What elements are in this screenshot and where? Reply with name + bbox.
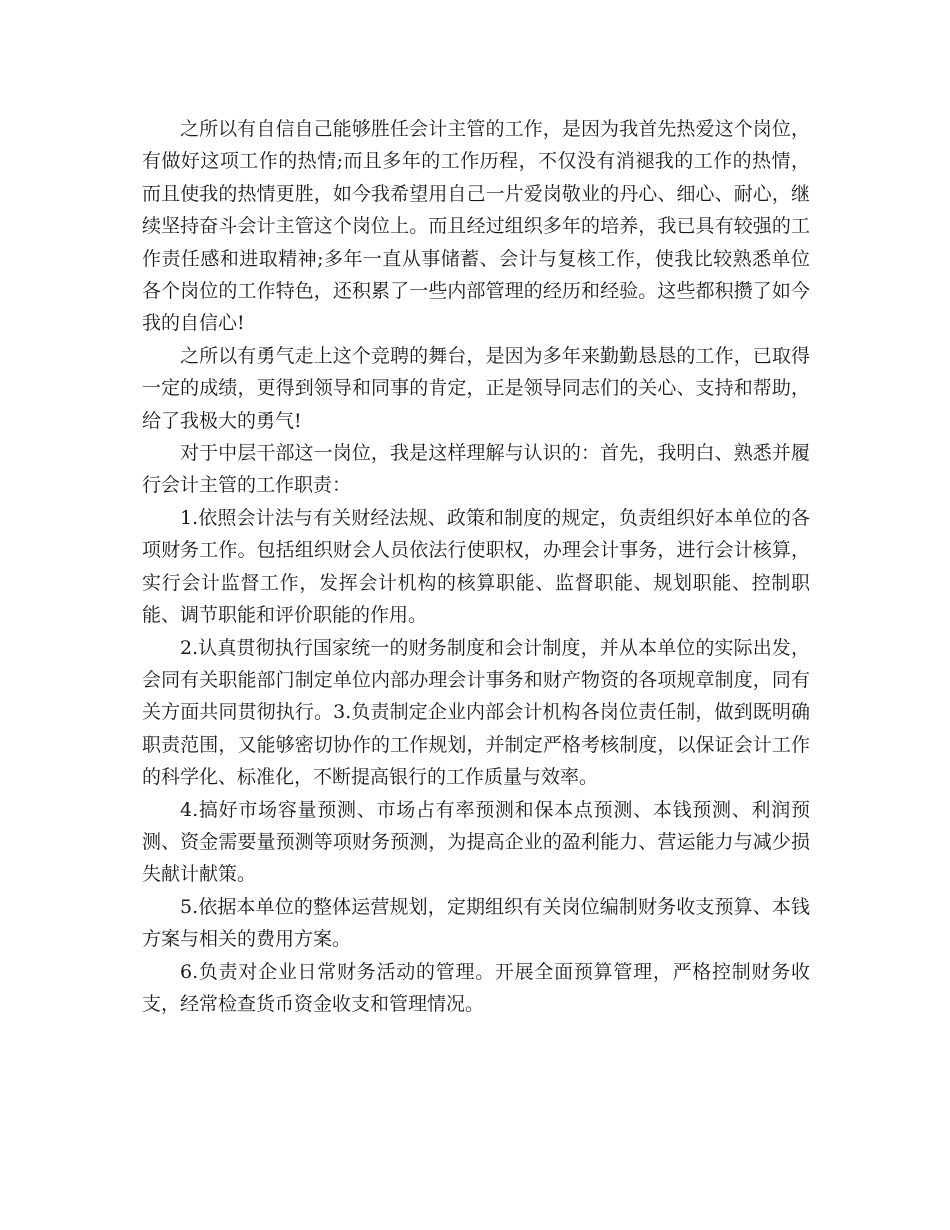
paragraph-understanding: 对于中层干部这一岗位，我是这样理解与认识的：首先，我明白、熟悉并履行会计主管的工作职责： — [142, 442, 810, 497]
paragraph-duty-2-3: 2.认真贯彻执行国家统一的财务制度和会计制度，并从本单位的实际出发，会同有关职能部门制定单位内部办理会计事务和财产物资的各项规章制度，同有关方面共同贯彻执行。3.负责制定企业内部会计机构各岗位责任制，做到既明确职责范围，又能够密切协作的工作规划，并制定严格考核制度，以保证会计工作的科学化、标准化，不断提高银行的工作质量与效率。 — [142, 636, 810, 789]
paragraph-duty-1: 1.依照会计法与有关财经法规、政策和制度的规定，负责组织好本单位的各项财务工作。包括组织财会人员依法行使职权，办理会计事务，进行会计核算，实行会计监督工作，发挥会计机构的核算职能、监督职能、规划职能、控制职能、调节职能和评价职能的作用。 — [142, 506, 810, 627]
paragraph-duty-5: 5.依据本单位的整体运营规划，定期组织有关岗位编制财务收支预算、本钱方案与相关的费用方案。 — [142, 895, 810, 951]
paragraph-duty-6: 6.负责对企业日常财务活动的管理。开展全面预算管理，严格控制财务收支，经常检查货币资金收支和管理情况。 — [142, 960, 810, 1015]
paragraph-confidence: 之所以有自信自己能够胜任会计主管的工作，是因为我首先热爱这个岗位，有做好这项工作的热情;而且多年的工作历程，不仅没有消褪我的工作的热情，而且使我的热情更胜，如今我希望用自己一片爱岗敬业的丹心、细心、耐心，继续坚持奋斗会计主管这个岗位上。而且经过组织多年的培养，我已具有较强的工作责任感和进取精神;多年一直从事储蓄、会计与复核工作，使我比较熟悉单位各个岗位的工作特色，还积累了一些内部管理的经历和经验。这些都积攒了如今我的自信心! — [142, 118, 810, 335]
paragraph-duty-4: 4.搞好市场容量预测、市场占有率预测和保本点预测、本钱预测、利润预测、资金需要量预测等项财务预测，为提高企业的盈利能力、营运能力与减少损失献计献策。 — [142, 798, 810, 886]
paragraph-courage: 之所以有勇气走上这个竞聘的舞台，是因为多年来勤勤恳恳的工作，已取得一定的成绩，更得到领导和同事的肯定，正是领导同志们的关心、支持和帮助，给了我极大的勇气! — [142, 344, 810, 432]
